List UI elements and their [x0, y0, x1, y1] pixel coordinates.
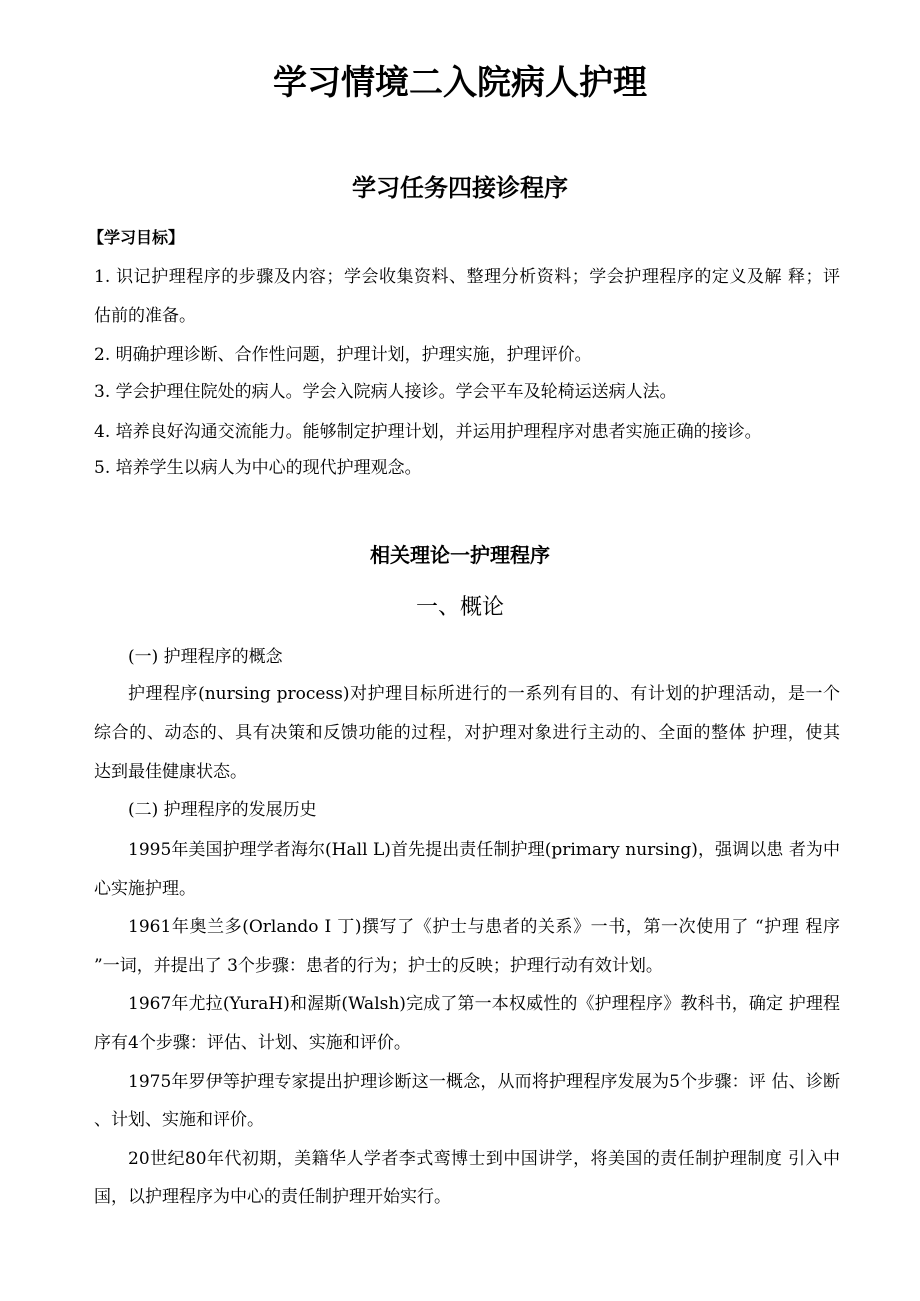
paragraph-line: 1967年尤拉(YuraH)和渥斯(Walsh)完成了第一本权威性的《护理程序》教科书，确定 护理程: [128, 994, 840, 1014]
objective-line: 1. 识记护理程序的步骤及内容；学会收集资料、整理分析资料；学会护理程序的定义及解 释；评: [94, 267, 840, 287]
paragraph-line: 护理程序(nursing process)对护理目标所进行的一系列有目的、有计划的护理活动，是一个: [128, 684, 840, 704]
paragraph-line: 序有4个步骤：评估、计划、实施和评价。: [94, 1033, 411, 1053]
history-heading: (二) 护理程序的发展历史: [128, 800, 317, 820]
paragraph-line: 国，以护理程序为中心的责任制护理开始实行。: [94, 1187, 451, 1207]
paragraph-line: ”一词，并提出了 3个步骤：患者的行为；护士的反映；护理行动有效计划。: [94, 956, 663, 976]
paragraph-line: 、计划、实施和评价。: [94, 1110, 264, 1130]
paragraph-line: 心实施护理。: [94, 879, 196, 899]
paragraph-line: 1961年奥兰多(Orlando I 丁)撰写了《护士与患者的关系》一书，第一次使用了 “护理 程序: [128, 917, 841, 937]
paragraph-line: 20世纪80年代初期，美籍华人学者李式鸾博士到中国讲学，将美国的责任制护理制度 引入中: [128, 1149, 840, 1169]
task-title: 学习任务四接诊程序: [352, 174, 568, 202]
objective-line: 4. 培养良好沟通交流能力。能够制定护理计划，并运用护理程序对患者实施正确的接诊。: [94, 422, 762, 442]
document-title: 学习情境二入院病人护理: [273, 63, 647, 103]
section-subheading: 一、概论: [415, 595, 504, 620]
objective-line: 5. 培养学生以病人为中心的现代护理观念。: [94, 458, 422, 478]
section-heading: 相关理论一护理程序: [370, 543, 550, 567]
paragraph-line: 1995年美国护理学者海尔(Hall L)首先提出责任制护理(primary nursing)，强调以患 者为中: [128, 840, 840, 860]
concept-heading: (一) 护理程序的概念: [128, 647, 283, 667]
objectives-heading: 【学习目标】: [88, 228, 185, 247]
objective-line: 3. 学会护理住院处的病人。学会入院病人接诊。学会平车及轮椅运送病人法。: [94, 382, 677, 402]
objective-line: 2. 明确护理诊断、合作性问题，护理计划，护理实施，护理评价。: [94, 345, 592, 365]
paragraph-line: 达到最佳健康状态。: [94, 762, 247, 782]
paragraph-line: 综合的、动态的、具有决策和反馈功能的过程，对护理对象进行主动的、全面的整体 护理，使其: [94, 723, 840, 743]
objective-line: 估前的准备。: [94, 306, 196, 326]
paragraph-line: 1975年罗伊等护理专家提出护理诊断这一概念，从而将护理程序发展为5个步骤：评 估、诊断: [128, 1072, 840, 1092]
